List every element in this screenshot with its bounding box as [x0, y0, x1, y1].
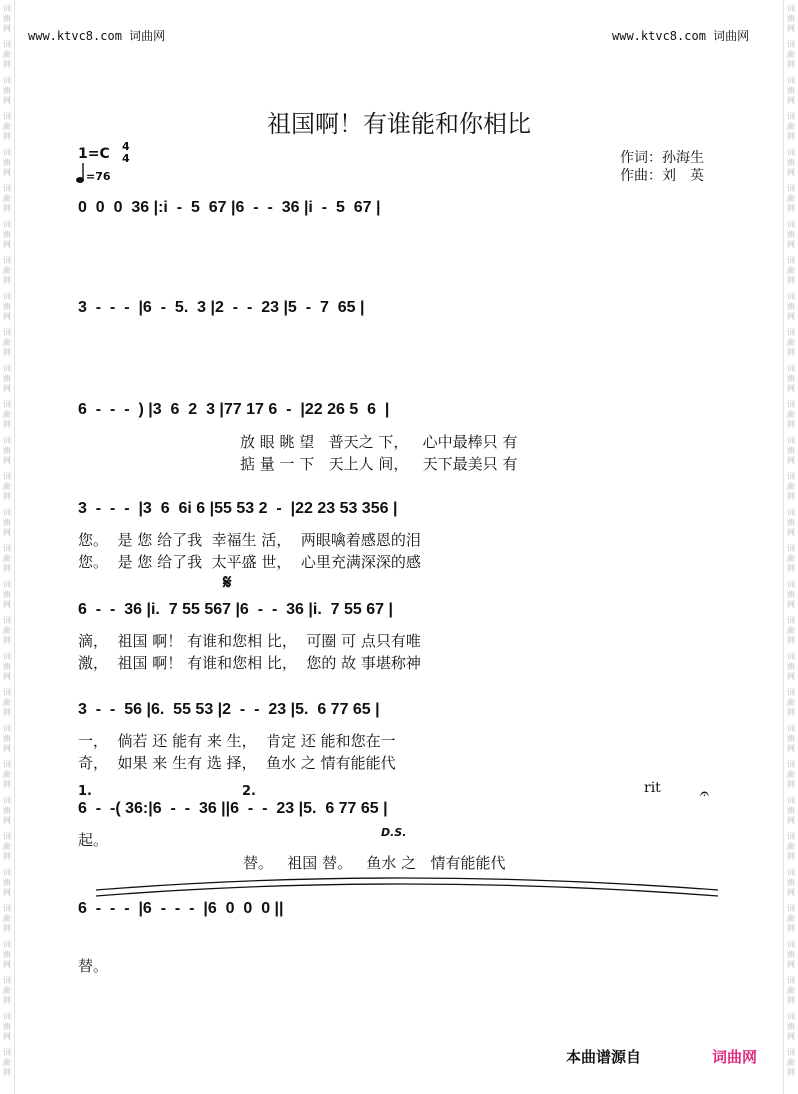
side-watermark-glyph: 词 曲 网 [787, 580, 795, 609]
side-watermark-glyph: 词 曲 网 [3, 148, 11, 177]
side-watermark-glyph: 词 曲 网 [787, 256, 795, 285]
side-watermark-glyph: 词 曲 网 [3, 112, 11, 141]
first-ending-label: 1. [78, 784, 92, 799]
lyric-line: 激， 祖国 啊！ 有谁和您相 比， 您的 故 事堪称神 [78, 654, 421, 672]
side-watermark-glyph: 词 曲 网 [3, 184, 11, 213]
side-watermark-glyph: 词 曲 网 [787, 976, 795, 1005]
score-system-6: 3 - - 56 |6. 55 53 |2 - - 23 |5. 6 77 65 | [78, 701, 380, 718]
side-watermark-glyph: 词 曲 网 [787, 400, 795, 429]
source-label: 本曲谱源自 [566, 1048, 642, 1066]
side-watermark-glyph: 词 曲 网 [787, 472, 795, 501]
side-watermark-glyph: 词 曲 网 [3, 976, 11, 1005]
side-watermark-glyph: 词 曲 网 [3, 76, 11, 105]
side-watermark-glyph: 词 曲 网 [787, 4, 795, 33]
side-watermark-glyph: 词 曲 网 [787, 508, 795, 537]
tempo-marking: =76 [86, 170, 111, 183]
side-watermark-glyph: 词 曲 网 [3, 292, 11, 321]
side-watermark-glyph: 词 曲 网 [3, 904, 11, 933]
site-watermark-right: www.ktvc8.com 词曲网 [612, 29, 750, 43]
lyric-line: 起。 [78, 831, 109, 849]
side-watermark-glyph: 词 曲 网 [787, 904, 795, 933]
dal-segno-mark: D.S. [381, 826, 407, 839]
lyric-line: 替。 [78, 957, 109, 975]
side-watermark-glyph: 词 曲 网 [787, 220, 795, 249]
score-system-7: 6 - -( 36:|6 - - 36 ||6 - - 23 |5. 6 77 65 | [78, 800, 388, 817]
time-signature-top: 4 [122, 140, 130, 153]
lyric-line: 您。 是 您 给了我 太平盛 世， 心里充满深深的感 [78, 553, 421, 571]
lyric-line: 替。 祖国 替。 鱼水 之 情有能能代 [243, 854, 506, 872]
score-system-2: 3 - - - |6 - 5. 3 |2 - - 23 |5 - 7 65 | [78, 299, 365, 316]
side-watermark-glyph: 词 曲 网 [787, 148, 795, 177]
lyric-line: 一， 倘若 还 能有 来 生， 肯定 还 能和您在一 [78, 732, 396, 750]
side-watermark-glyph: 词 曲 网 [787, 76, 795, 105]
side-watermark-glyph: 词 曲 网 [787, 760, 795, 789]
segno-sign: 𝄋 [223, 570, 232, 594]
lyric-line: 奇， 如果 来 生有 选 择， 鱼水 之 情有能能代 [78, 754, 396, 772]
side-watermark-glyph: 词 曲 网 [3, 400, 11, 429]
lyric-line: 滴， 祖国 啊！ 有谁和您相 比， 可圈 可 点只有唯 [78, 632, 421, 650]
side-watermark-glyph: 词 曲 网 [3, 688, 11, 717]
side-watermark-glyph: 词 曲 网 [3, 616, 11, 645]
side-watermark-glyph: 词 曲 网 [787, 616, 795, 645]
side-watermark-glyph: 词 曲 网 [3, 940, 11, 969]
side-watermark-glyph: 词 曲 网 [3, 760, 11, 789]
side-watermark-glyph: 词 曲 网 [3, 724, 11, 753]
fermata-mark: 𝄐 [700, 784, 709, 803]
side-watermark-glyph: 词 曲 网 [3, 508, 11, 537]
brand-logo-text: 词曲网 [712, 1048, 758, 1066]
lyricist-credit: 作词：孙海生 [620, 150, 704, 166]
side-watermark-glyph: 词 曲 网 [787, 292, 795, 321]
side-watermark-glyph: 词 曲 网 [3, 1048, 11, 1077]
key-signature: 1=C [78, 146, 110, 162]
side-watermark-glyph: 词 曲 网 [3, 652, 11, 681]
song-title: 祖国啊！有谁能和你相比 [267, 110, 531, 138]
side-watermark-glyph: 词 曲 网 [3, 832, 11, 861]
lyric-line: 您。 是 您 给了我 幸福生 活， 两眼噙着感恩的泪 [78, 531, 421, 549]
side-watermark-glyph: 词 曲 网 [3, 868, 11, 897]
side-watermark-glyph: 词 曲 网 [787, 40, 795, 69]
side-watermark-glyph: 词 曲 网 [787, 940, 795, 969]
score-system-3: 6 - - - ) |3 6 2 3 |77 17 6 - |22 26 5 6 | [78, 401, 390, 418]
side-watermark-glyph: 词 曲 网 [3, 364, 11, 393]
side-watermark-glyph: 词 曲 网 [3, 4, 11, 33]
ritardando-mark: rit [644, 780, 661, 796]
side-watermark-glyph: 词 曲 网 [787, 364, 795, 393]
second-ending-label: 2. [242, 784, 256, 799]
side-watermark-glyph: 词 曲 网 [3, 472, 11, 501]
side-watermark-glyph: 词 曲 网 [787, 724, 795, 753]
score-system-1: 0 0 0 36 |:i - 5 67 |6 - - 36 |i - 5 67 | [78, 199, 381, 216]
lyric-line: 放 眼 眺 望 普天之 下， 心中最棒只 有 [240, 433, 518, 451]
side-watermark-glyph: 词 曲 网 [787, 328, 795, 357]
side-watermark-glyph: 词 曲 网 [3, 40, 11, 69]
side-watermark-glyph: 词 曲 网 [787, 112, 795, 141]
side-watermark-glyph: 词 曲 网 [3, 1012, 11, 1041]
side-watermark-glyph: 词 曲 网 [3, 544, 11, 573]
time-signature [122, 141, 130, 165]
quarter-note-icon [75, 162, 85, 184]
site-watermark-left: www.ktvc8.com 词曲网 [28, 29, 166, 43]
composer-credit: 作曲：刘 英 [620, 168, 704, 184]
side-watermark-glyph: 词 曲 网 [787, 184, 795, 213]
score-system-5: 6 - - 36 |i. 7 55 567 |6 - - 36 |i. 7 55 67 | [78, 601, 393, 618]
side-watermark-glyph: 词 曲 网 [787, 832, 795, 861]
side-watermark-glyph: 词 曲 网 [787, 868, 795, 897]
side-watermark-glyph: 词 曲 网 [3, 580, 11, 609]
side-watermark-glyph: 词 曲 网 [787, 688, 795, 717]
lyric-line: 掂 量 一 下 天上人 间， 天下最美只 有 [240, 455, 518, 473]
side-watermark-glyph: 词 曲 网 [787, 1048, 795, 1077]
side-watermark-glyph: 词 曲 网 [3, 256, 11, 285]
score-system-8: 6 - - - |6 - - - |6 0 0 0 || [78, 900, 284, 917]
side-watermark-glyph: 词 曲 网 [787, 544, 795, 573]
side-watermark-glyph: 词 曲 网 [3, 328, 11, 357]
side-watermark-glyph: 词 曲 网 [3, 796, 11, 825]
side-watermark-glyph: 词 曲 网 [3, 436, 11, 465]
time-signature-bottom: 4 [122, 152, 130, 165]
side-watermark-glyph: 词 曲 网 [787, 796, 795, 825]
side-watermark-glyph: 词 曲 网 [3, 220, 11, 249]
side-watermark-glyph: 词 曲 网 [787, 1012, 795, 1041]
side-watermark-glyph: 词 曲 网 [787, 436, 795, 465]
side-watermark-glyph: 词 曲 网 [787, 652, 795, 681]
score-system-4: 3 - - - |3 6 6i 6 |55 53 2 - |22 23 53 356 | [78, 500, 398, 517]
